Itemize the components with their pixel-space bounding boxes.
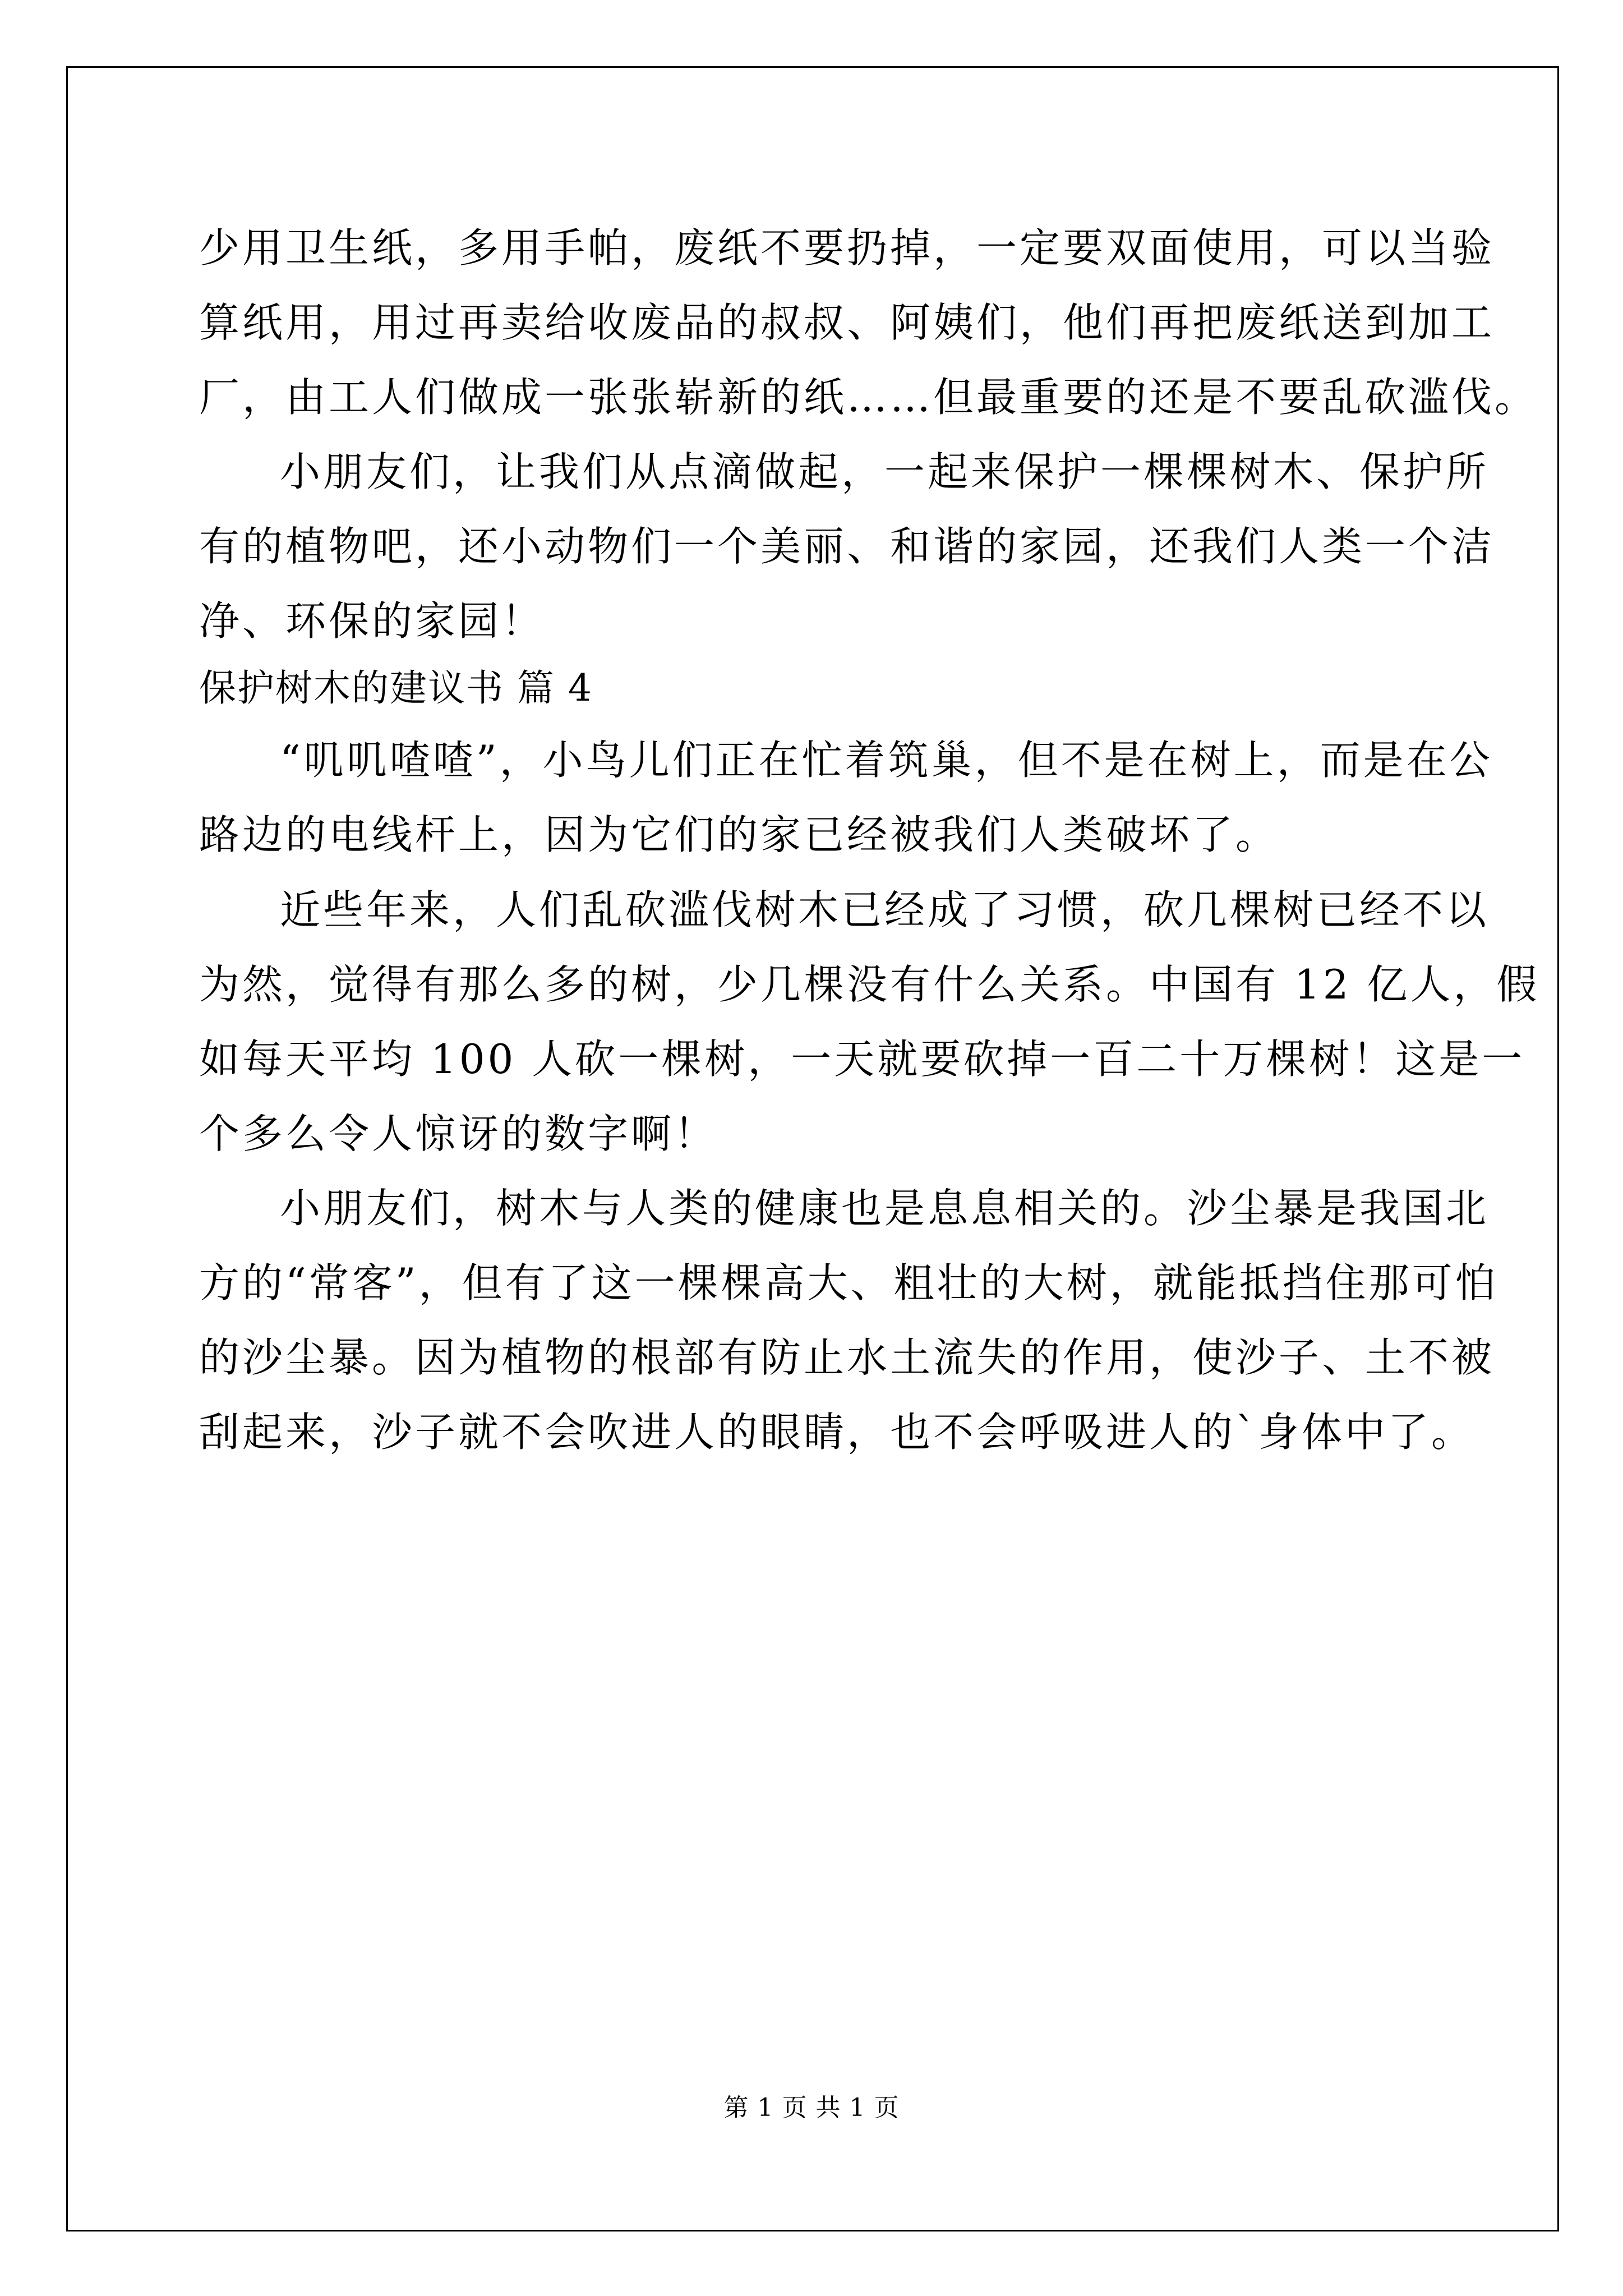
- text-line: 如每天平均 100 人砍一棵树，一天就要砍掉一百二十万棵树！这是一: [199, 1036, 1525, 1083]
- text-line: 少用卫生纸，多用手帕，废纸不要扔掉，一定要双面使用，可以当验: [199, 224, 1495, 272]
- text-line: 近些年来，人们乱砍滥伐树木已经成了习惯，砍几棵树已经不以: [280, 886, 1490, 933]
- text-line: 小朋友们，让我们从点滴做起，一起来保护一棵棵树木、保护所: [280, 448, 1490, 495]
- text-line: 的沙尘暴。因为植物的根部有防止水土流失的作用，使沙子、土不被: [199, 1334, 1495, 1381]
- text-line: 厂，由工人们做成一张张崭新的纸……但最重要的还是不要乱砍滥伐。: [199, 374, 1538, 421]
- text-line: “叽叽喳喳”，小鸟儿们正在忙着筑巢，但不是在树上，而是在公: [280, 737, 1493, 784]
- text-line: 个多么令人惊讶的数字啊！: [199, 1110, 718, 1157]
- text-line: 小朋友们，树木与人类的健康也是息息相关的。沙尘暴是我国北: [280, 1185, 1490, 1232]
- text-line: 为然，觉得有那么多的树，少几棵没有什么关系。中国有 12 亿人，假: [199, 961, 1540, 1008]
- section-heading: 保护树木的建议书 篇 4: [199, 666, 593, 710]
- text-line: 有的植物吧，还小动物们一个美丽、和谐的家园，还我们人类一个洁: [199, 523, 1495, 570]
- text-line: 刮起来，沙子就不会吹进人的眼睛，也不会呼吸进人的`身体中了。: [199, 1409, 1475, 1456]
- text-line: 方的“常客”，但有了这一棵棵高大、粗壮的大树，就能抵挡住那可怕: [199, 1259, 1498, 1306]
- page-footer: 第 1 页 共 1 页: [723, 2093, 900, 2122]
- text-line: 净、环保的家园！: [199, 597, 545, 645]
- text-line: 路边的电线杆上，因为它们的家已经被我们人类破坏了。: [199, 811, 1279, 858]
- text-line: 算纸用，用过再卖给收废品的叔叔、阿姨们，他们再把废纸送到加工: [199, 299, 1495, 346]
